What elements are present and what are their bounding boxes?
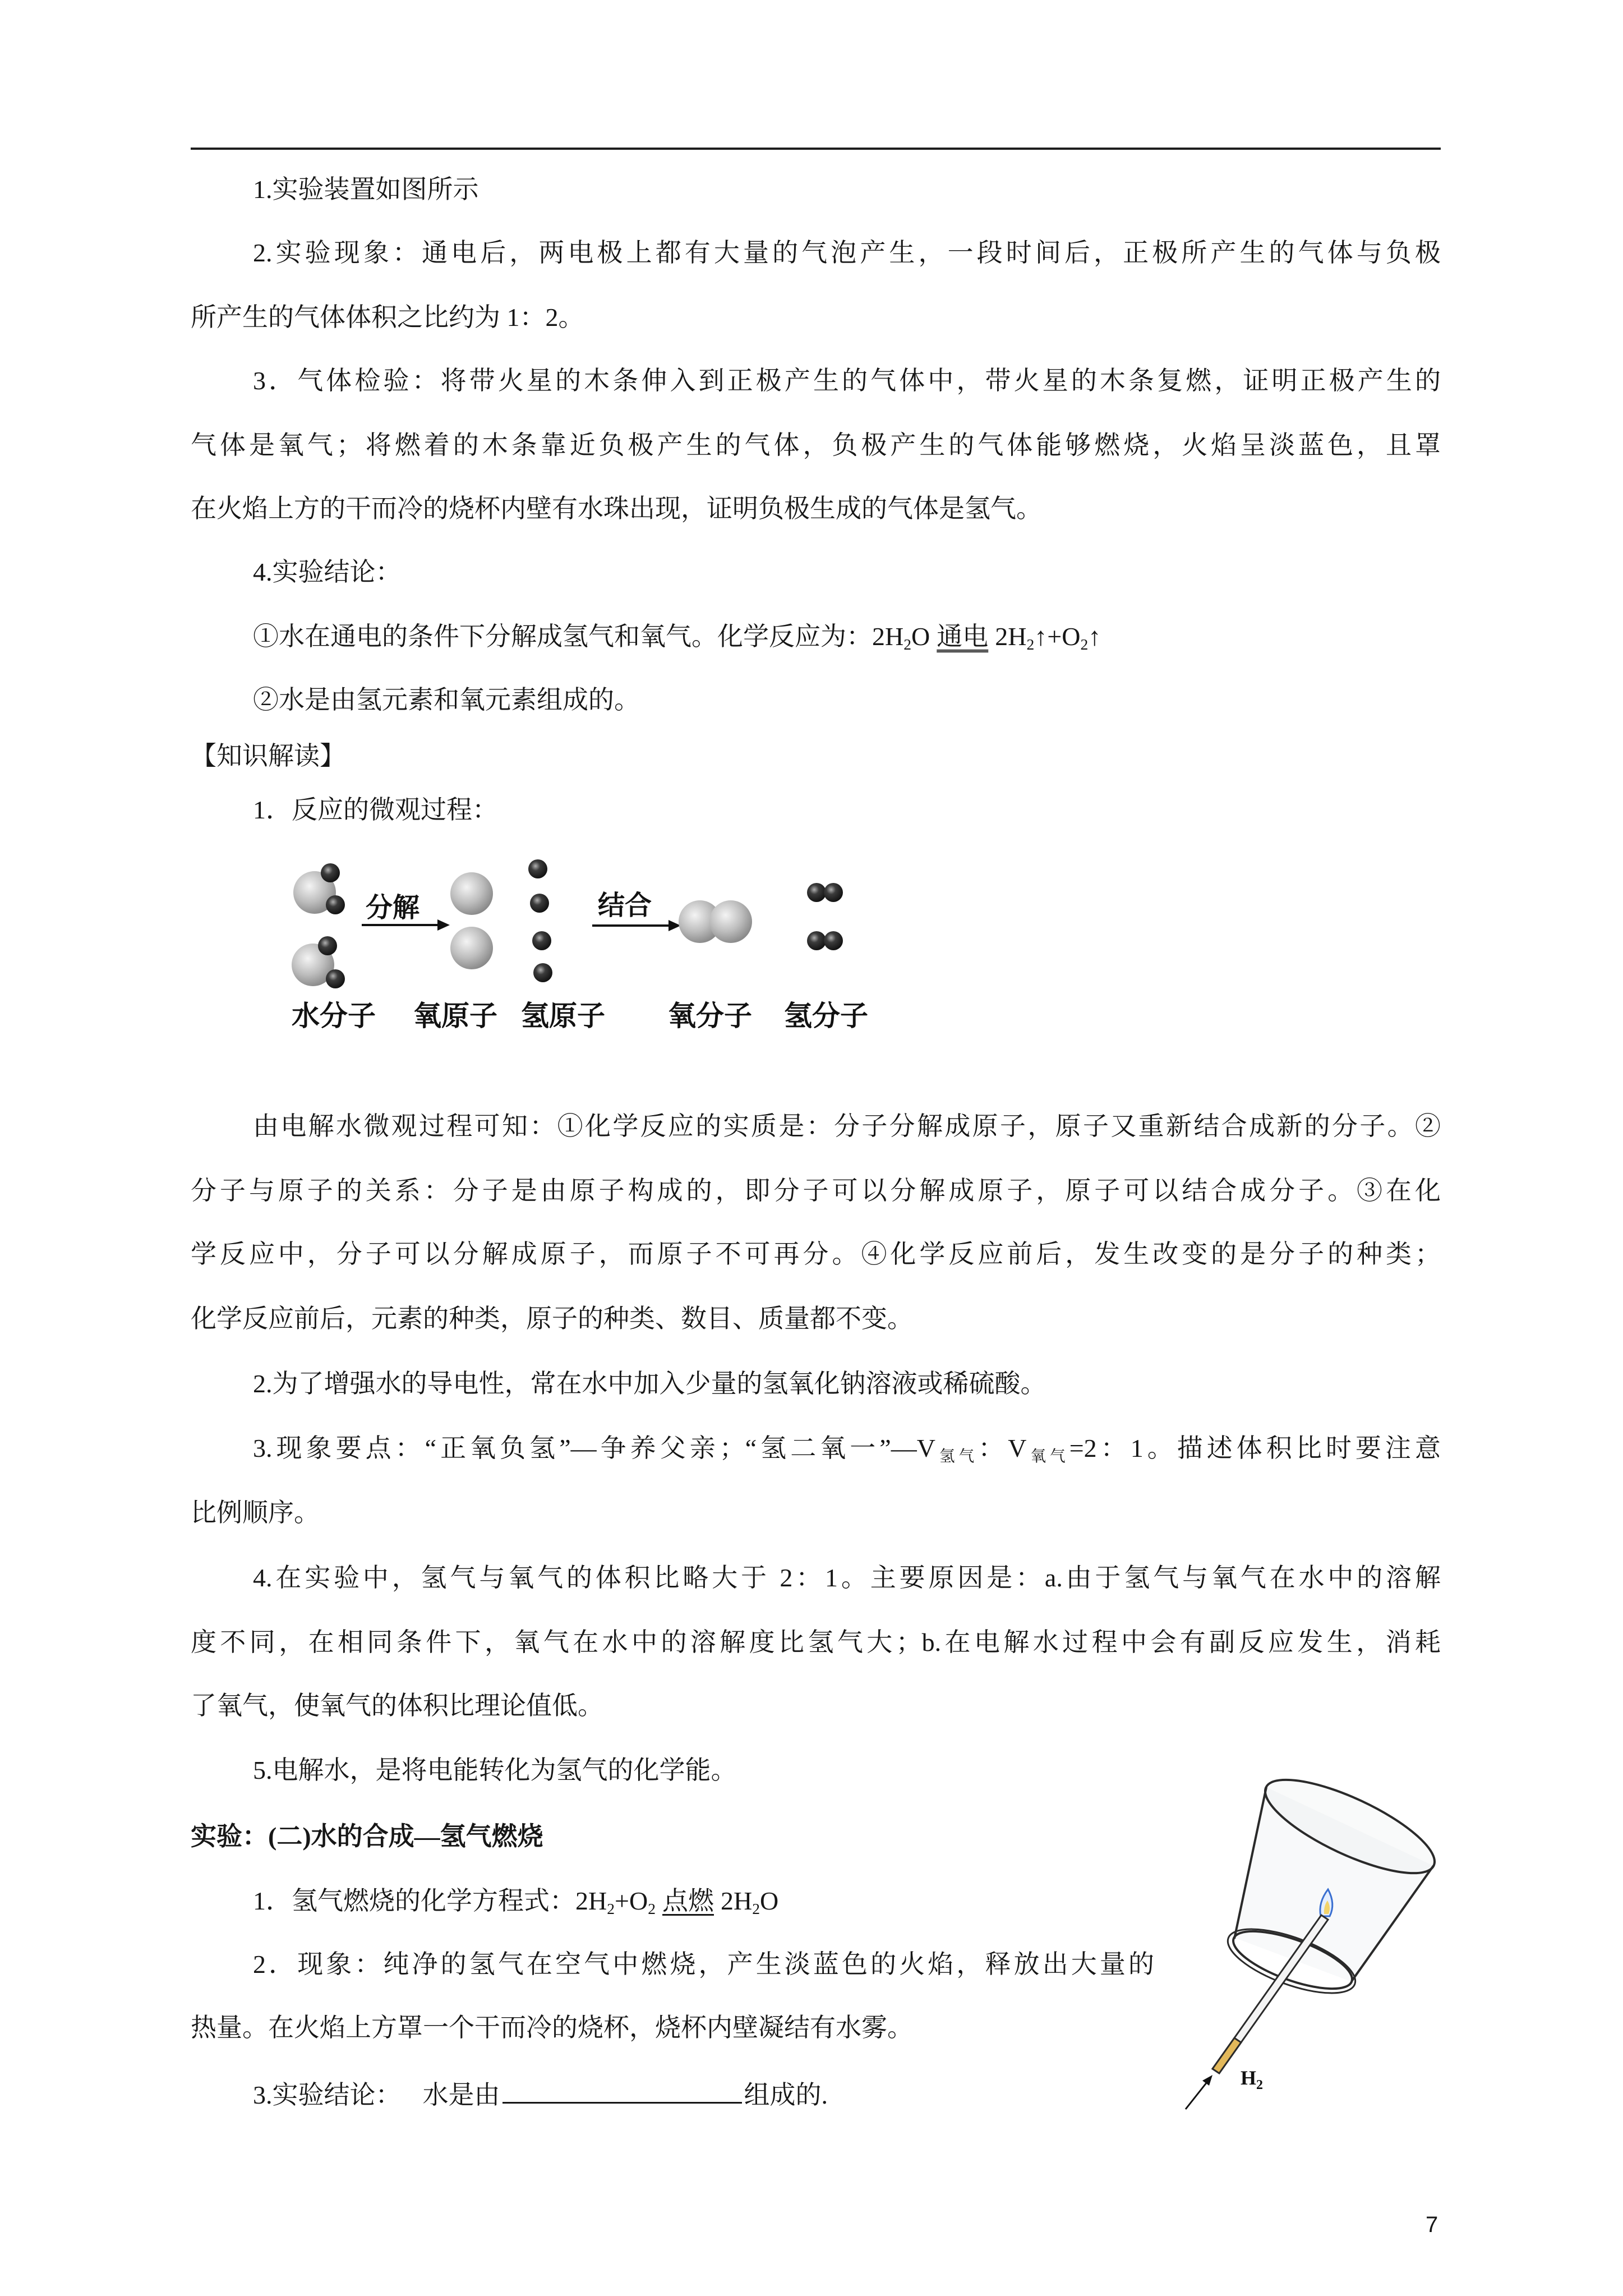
equation-term: +O [615,1887,648,1915]
equation-reactant-end: O [911,622,930,651]
item-conductivity: 2.为了增强水的导电性，常在水中加入少量的氢氧化钠溶液或稀硫酸。 [253,1369,1046,1398]
key-points-mid: ：V [978,1434,1027,1462]
oxygen-atoms [450,872,493,969]
label-water-molecule: 水分子 [292,1000,376,1032]
analysis-line-3: 学反应中，分子可以分解成原子，而原子不可再分。④化学反应前后，发生改变的是分子的种类； [191,1240,1441,1268]
hydrogen-atoms [528,859,552,982]
equation-condition: 通电 [937,622,989,651]
item-ratio-reason-line-2: 度不同，在相同条件下，氧气在水中的溶解度比氢气大；b.在电解水过程中会有副反应发生，消耗 [191,1628,1441,1657]
water-molecule-2 [292,936,345,988]
conclusion-suffix: 组成的. [744,2081,828,2109]
hydrogen-label-main: H [1241,2067,1257,2089]
item-ratio-reason-line-3: 了氧气，使氧气的体积比理论值低。 [191,1691,603,1720]
subscript-oxygen: 氧气 [1026,1447,1069,1465]
page-number: 7 [1426,2212,1438,2237]
hydrogen-atom-sphere [807,931,826,950]
hydrogen-molecule-1 [807,883,843,902]
item-gas-test-line-1: 3．气体检验：将带火星的木条伸入到正极产生的气体中，带火星的木条复燃，证明正极产生的 [253,366,1441,395]
equation-condition: 点燃 [662,1887,714,1915]
item-phenomenon-line-1: 2.实验现象：通电后，两电极上都有大量的气泡产生，一段时间后，正极所产生的气体与负极 [253,238,1441,267]
hydrogen-label-subscript: 2 [1256,2078,1264,2092]
hydrogen-atom-sphere [321,863,340,882]
header-rule [191,148,1441,150]
item-gas-test-line-2: 气体是氧气；将燃着的木条靠近负极产生的气体，负极产生的气体能够燃烧，火焰呈淡蓝色，且罩 [191,431,1441,459]
conclusion-prefix: 水是由 [422,2081,500,2109]
hydrogen-atom-sphere [533,963,552,982]
equation-product-1-end: ↑+O [1034,622,1081,651]
combine-label: 结合 [597,891,652,921]
equation-subscript: 2 [903,636,912,654]
conclusion-equation-line [253,618,1441,655]
label-hydrogen-atom: 氢原子 [521,1000,605,1032]
oxygen-atom-sphere [709,900,752,943]
gas-flow-arrow [1186,2075,1212,2109]
equation-reactant: 2H [872,622,904,651]
key-points-start: 3.现象要点：“正氧负氢”—争养父亲；“氢二氧一”—V [253,1434,935,1462]
item-conclusion-title: 4.实验结论： [253,558,402,586]
hydrogen-atom-sphere [530,894,549,913]
water-molecule-1 [293,863,345,914]
conclusion-text: ①水在通电的条件下分解成氢气和氧气。化学反应为： [253,622,872,651]
subscript-hydrogen: 氢气 [935,1447,979,1465]
item-gas-test-line-3: 在火焰上方的干而冷的烧杯内壁有水珠出现，证明负极生成的气体是氢气。 [191,494,1042,523]
label-hydrogen-molecule: 氢分子 [784,1000,868,1032]
item-phenomenon-line-2: 所产生的气体体积之比约为 1：2。 [191,303,584,332]
oxygen-molecule [679,900,752,943]
item-micro-process: 1．反应的微观过程： [253,795,498,824]
analysis-line-2: 分子与原子的关系：分子是由原子构成的，即分子可以分解成原子，原子可以结合成分子。③在化 [191,1176,1441,1205]
hydrogen-atom-sphere [326,895,345,914]
hydrogen-molecule-2 [807,931,843,950]
oxygen-atom-sphere [450,927,493,969]
equation-subscript: 2 [1026,636,1035,654]
combustion-phenomenon-line-1: 2．现象：纯净的氢气在空气中燃烧，产生淡蓝色的火焰，释放出大量的 [253,1950,1154,1978]
equation-product-1: 2H [995,622,1027,651]
equation-term: O [760,1887,779,1915]
analysis-line-1: 由电解水微观过程可知：①化学反应的实质是：分子分解成原子，原子又重新结合成新的分子。② [253,1112,1441,1140]
equation-term: 2H [721,1887,753,1915]
decompose-label: 分解 [365,893,420,923]
combine-arrow [592,920,681,931]
label-oxygen-molecule: 氧分子 [668,1000,752,1032]
hydrogen-atom-sphere [326,969,345,988]
oxygen-atom-sphere [450,872,493,915]
combustion-equation-text: 1．氢气燃烧的化学方程式： [253,1887,575,1915]
item-apparatus: 1.实验装置如图所示 [253,175,479,204]
hydrogen-atom-sphere [824,931,843,950]
section-heading-water-synthesis: 实验：(二)水的合成—氢气燃烧 [191,1822,543,1851]
combustion-equation-line [253,1883,1173,1920]
item-energy-conversion: 5.电解水，是将电能转化为氢气的化学能。 [253,1756,737,1784]
equation-term: 2H [575,1887,607,1915]
conclusion-composition: ②水是由氢元素和氧元素组成的。 [253,685,640,714]
key-points-end: =2：1。描述体积比时要注意 [1069,1434,1441,1462]
hydrogen-combustion-figure [1166,1761,1447,2120]
combustion-conclusion-line [253,2077,1150,2114]
item-key-points-line-1 [253,1430,1441,1467]
inverted-beaker [1220,1762,1446,2007]
equation-subscript: 2 [648,1900,656,1918]
fill-in-blank [502,2079,742,2104]
hydrogen-atom-sphere [807,883,826,902]
combustion-phenomenon-line-2: 热量。在火焰上方罩一个干而冷的烧杯，烧杯内壁凝结有水雾。 [191,2013,913,2042]
equation-subscript: 2 [752,1900,760,1918]
equation-subscript: 2 [1080,636,1089,654]
equation-product-2-end: ↑ [1088,622,1101,651]
conclusion-label: 3.实验结论： [253,2081,402,2109]
section-heading-knowledge: 【知识解读】 [191,742,345,770]
item-key-points-line-2: 比例顺序。 [191,1498,320,1527]
analysis-line-4: 化学反应前后，元素的种类，原子的种类、数目、质量都不变。 [191,1304,913,1333]
hydrogen-atom-sphere [532,931,551,950]
hydrogen-label [1241,2067,1263,2092]
equation-subscript: 2 [607,1900,615,1918]
micro-process-diagram [269,841,897,1043]
hydrogen-atom-sphere [318,936,337,955]
hydrogen-atom-sphere [528,859,547,878]
item-ratio-reason-line-1: 4.在实验中，氢气与氧气的体积比略大于 2：1。主要原因是：a.由于氢气与氧气在水中的溶解 [253,1563,1441,1592]
hydrogen-atom-sphere [824,883,843,902]
rubber-tube-section [1212,2038,1241,2073]
label-oxygen-atom: 氧原子 [413,1000,497,1032]
